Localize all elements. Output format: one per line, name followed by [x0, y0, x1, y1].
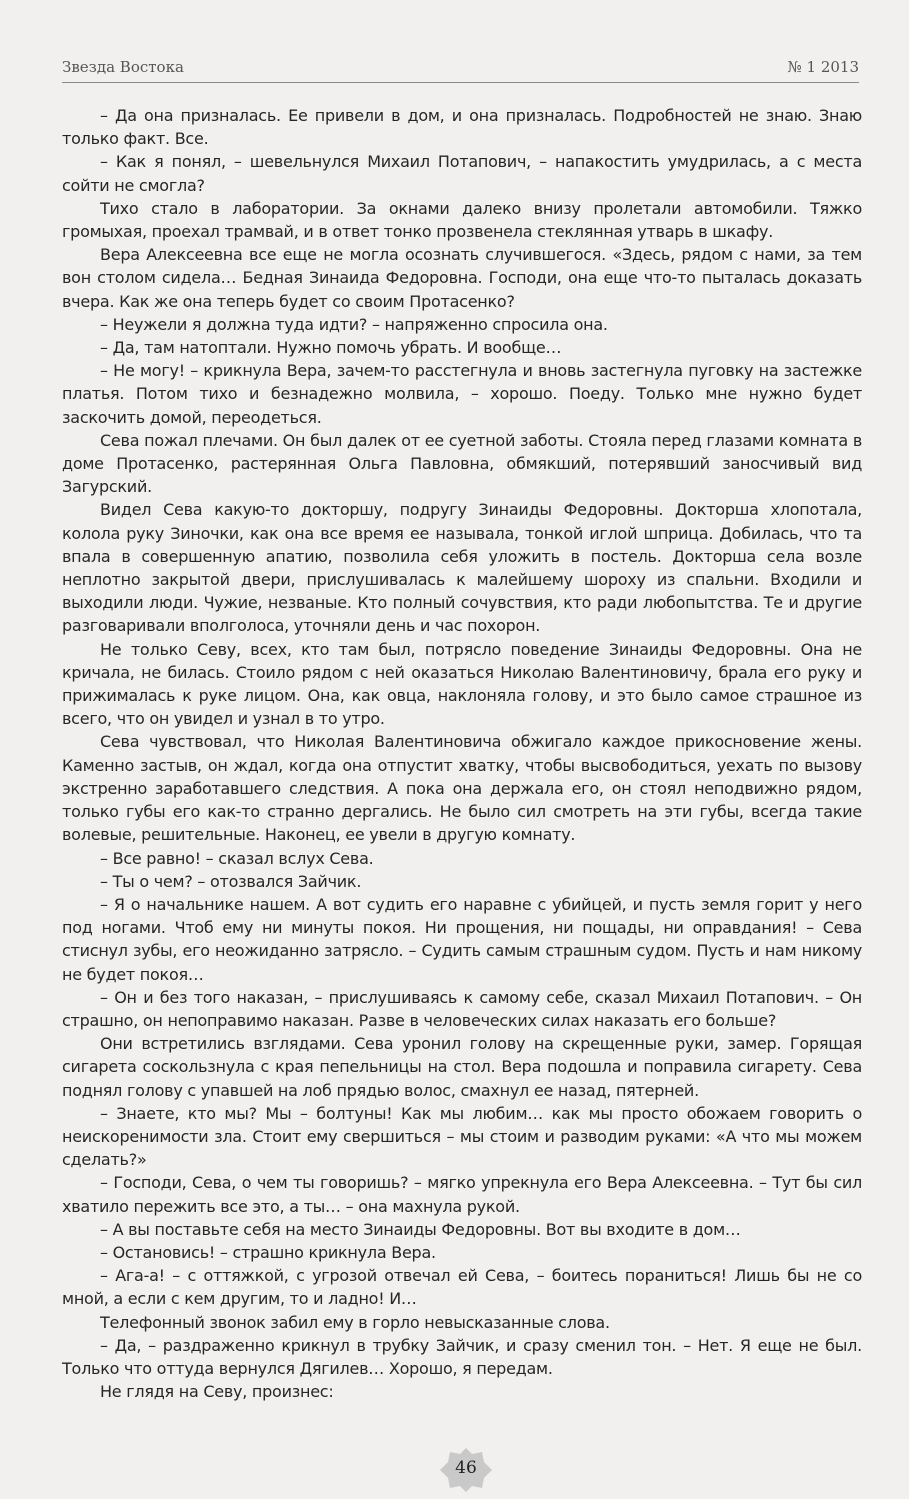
paragraph: – Да она призналась. Ее привели в дом, и она призналась. Подробностей не знаю. Знаю только факт. Все.: [62, 106, 862, 149]
issue-number: № 1 2013: [787, 58, 859, 76]
paragraph: – Как я понял, – шевельнулся Михаил Потапович, – напакостить умудрилась, а с места сойти не смогла?: [62, 152, 862, 195]
paragraph: Не только Севу, всех, кто там был, потрясло поведение Зинаиды Федоровны. Она не кричала, не билась. Стоило рядом с ней оказаться Николаю Валентиновичу, брала его руку и прижималась к руке лицом. Она, как овца, наклоняла голову, и это было самое страшное из всего, что он увидел и узнал в то утро.: [62, 639, 862, 729]
paragraph: Они встретились взглядами. Сева уронил голову на скрещенные руки, замер. Горящая сигарета соскользнула с края пепельницы на стол. Вера подошла и поправила сигарету. Сева поднял голову с упавшей на лоб прядью волос, смахнул ее назад, пятерней.: [62, 1034, 862, 1100]
paragraph: – Я о начальнике нашем. А вот судить его наравне с убийцей, и пусть земля горит у него под ногами. Чтоб ему ни минуты покоя. Ни прощения, ни пощады, ни оправдания! – Сева стиснул зубы, его неожиданно затрясло. – Судить самым страшным судом. Пусть и нам никому не будет покоя…: [62, 894, 862, 984]
paragraph: – Ага-а! – с оттяжкой, с угрозой отвечал ей Сева, – боитесь пораниться! Лишь бы не со мной, а если с кем другим, то и ладно! И…: [62, 1266, 862, 1309]
paragraph: – Не могу! – крикнула Вера, зачем-то расстегнула и вновь застегнула пуговку на застежке платья. Потом тихо и безнадежно молвила, – хорошо. Поеду. Только мне нужно будет заскочить домой, переодеться.: [62, 361, 862, 427]
page-number: 46: [455, 1458, 477, 1478]
paragraph: – Все равно! – сказал вслух Сева.: [100, 848, 374, 868]
paragraph: – Да, – раздраженно крикнул в трубку Зайчик, и сразу сменил тон. – Нет. Я еще не был. Только что оттуда вернулся Дягилев… Хорошо, я передам.: [62, 1335, 862, 1378]
paragraph: Видел Сева какую-то докторшу, подругу Зинаиды Федоровны. Докторша хлопотала, колола руку Зиночки, как она все время ее называла, тонкой иглой шприца. Добилась, что та впала в совершенную апатию, позволила себя уложить в постель. Докторша села возле неплотно закрытой двери, прислушивалась к малейшему шороху из спальни. Входили и выходили люди. Чужие, незваные. Кто полный сочувствия, кто ради любопытства. Те и другие разговаривали вполголоса, уточняли день и час похорон.: [62, 500, 862, 636]
article-body: [62, 104, 862, 1403]
paragraph: – А вы поставьте себя на место Зинаиды Федоровны. Вот вы входите в дом…: [100, 1219, 741, 1239]
paragraph: – Ты о чем? – отозвался Зайчик.: [100, 871, 362, 891]
journal-title: Звезда Востока: [62, 58, 184, 76]
paragraph: – Господи, Сева, о чем ты говоришь? – мягко упрекнула его Вера Алексеевна. – Тут бы сил хватило пережить все это, а ты… – она махнула рукой.: [62, 1173, 862, 1216]
page-number-badge: [438, 1446, 494, 1494]
paragraph: – Неужели я должна туда идти? – напряженно спросила она.: [100, 314, 608, 334]
paragraph: – Остановись! – страшно крикнула Вера.: [100, 1242, 436, 1262]
paragraph: Сева пожал плечами. Он был далек от ее суетной заботы. Стояла перед глазами комната в доме Протасенко, растерянная Ольга Павловна, обмякший, потерявший заносчивый вид Загурский.: [62, 430, 862, 497]
paragraph: – Знаете, кто мы? Мы – болтуны! Как мы любим… как мы просто обожаем говорить о неискоренимости зла. Стоит ему свершиться – мы стоим и разводим руками: «А что мы можем сделать?»: [62, 1103, 862, 1170]
paragraph: Телефонный звонок забил ему в горло невысказанные слова.: [100, 1312, 610, 1332]
paragraph: Не глядя на Севу, произнес:: [100, 1382, 334, 1402]
running-header: [62, 48, 859, 83]
paragraph: Вера Алексеевна все еще не могла осознать случившегося. «Здесь, рядом с нами, за тем вон столом сидела… Бедная Зинаида Федоровна. Господи, она еще что-то пыталась доказать вчера. Как же она теперь будет со своим Протасенко?: [62, 245, 862, 311]
paragraph: – Да, там натоптали. Нужно помочь убрать. И вообще…: [100, 338, 562, 358]
paragraph: – Он и без того наказан, – прислушиваясь к самому себе, сказал Михаил Потапович. – Он страшно, он непоправимо наказан. Разве в человеческих силах наказать его больше?: [62, 987, 862, 1030]
paragraph: Сева чувствовал, что Николая Валентиновича обжигало каждое прикосновение жены. Каменно застыв, он ждал, когда она отпустит хватку, чтобы высвободиться, уехать по вызову экстренно заработавшего следствия. А пока она держала его, он стоял неподвижно рядом, только губы его как-то странно дергались. Не было сил смотреть на эти губы, всегда такие волевые, решительные. Наконец, ее увели в другую комнату.: [62, 732, 862, 845]
paragraph: Тихо стало в лаборатории. За окнами далеко внизу пролетали автомобили. Тяжко громыхая, проехал трамвай, и в ответ тонко прозвенела стеклянная утварь в шкафу.: [62, 198, 862, 242]
